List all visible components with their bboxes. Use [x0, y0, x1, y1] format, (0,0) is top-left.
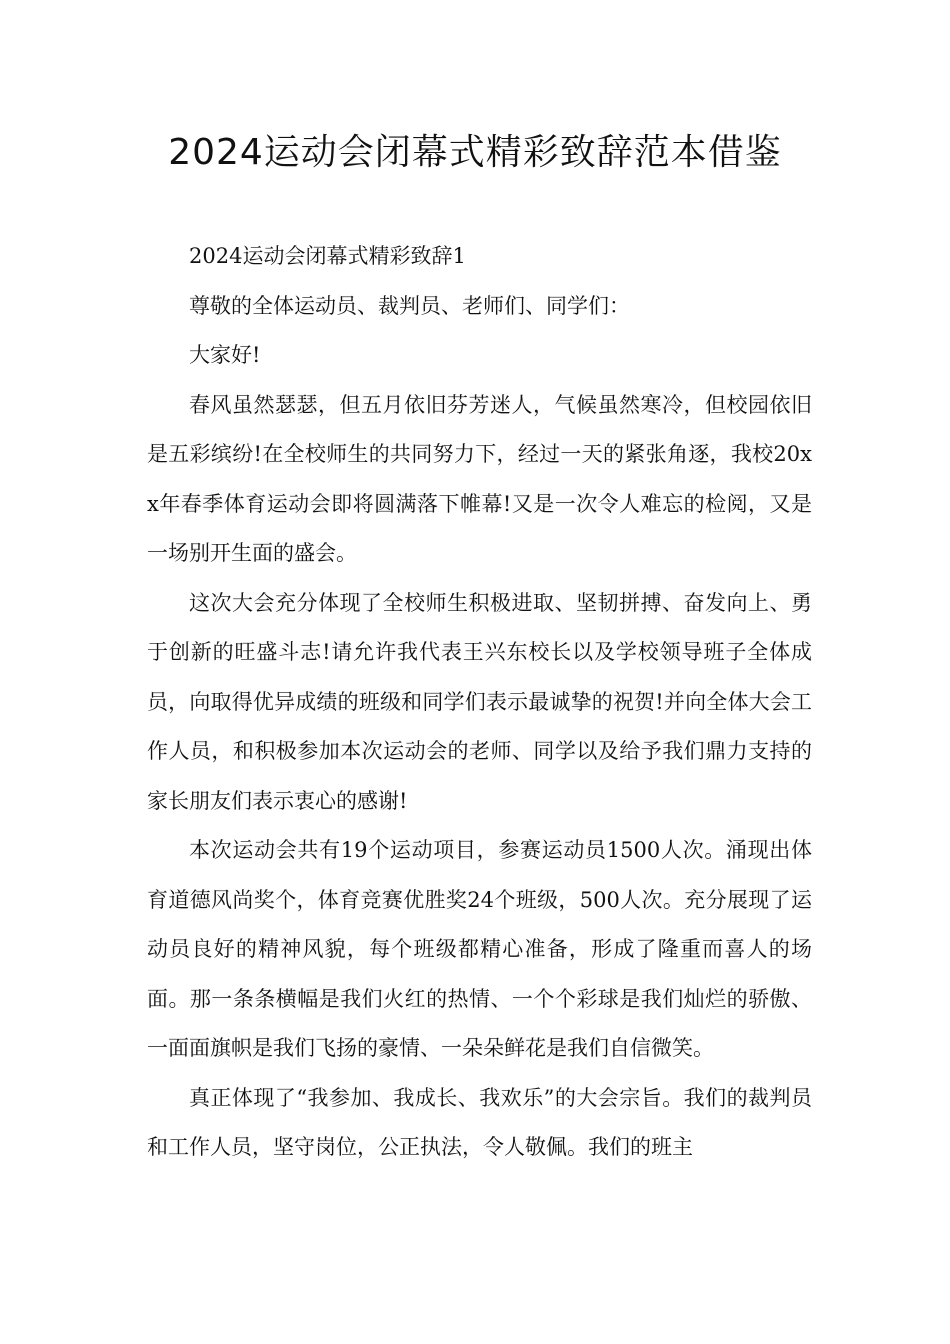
body-paragraph: 本次运动会共有19个运动项目，参赛运动员1500人次。涌现出体育道德风尚奖个，体育竞赛优胜奖24个班级，500人次。充分展现了运动员良好的精神风貌，每个班级都精心准备，形成了隆重而喜人的场面。那一条条横幅是我们火红的热情、一个个彩球是我们灿烂的骄傲、一面面旗帜是我们飞扬的豪情、一朵朵鲜花是我们自信微笑。	[147, 838, 812, 1060]
greeting: 大家好!	[189, 343, 261, 367]
section-heading: 2024运动会闭幕式精彩致辞1	[189, 244, 466, 268]
body-paragraph: 真正体现了“我参加、我成长、我欢乐”的大会宗旨。我们的裁判员和工作人员，坚守岗位，公正执法，令人敬佩。我们的班主	[147, 1085, 812, 1159]
document-title: 2024运动会闭幕式精彩致辞范本借鉴	[168, 132, 782, 173]
salutation: 尊敬的全体运动员、裁判员、老师们、同学们：	[189, 293, 630, 318]
body-paragraph: 春风虽然瑟瑟，但五月依旧芬芳迷人，气候虽然寒冷，但校园依旧是五彩缤纷!在全校师生的共同努力下，经过一天的紧张角逐，我校20xx年春季体育运动会即将圆满落下帷幕!又是一次令人难忘的检阅，又是一场别开生面的盛会。	[147, 392, 812, 565]
body-paragraph: 这次大会充分体现了全校师生积极进取、坚韧拼搏、奋发向上、勇于创新的旺盛斗志!请允许我代表王兴东校长以及学校领导班子全体成员，向取得优异成绩的班级和同学们表示最诚挚的祝贺!并向全体大会工作人员，和积极参加本次运动会的老师、同学以及给予我们鼎力支持的家长朋友们表示衷心的感谢!	[147, 590, 812, 813]
document-body	[147, 232, 812, 1173]
